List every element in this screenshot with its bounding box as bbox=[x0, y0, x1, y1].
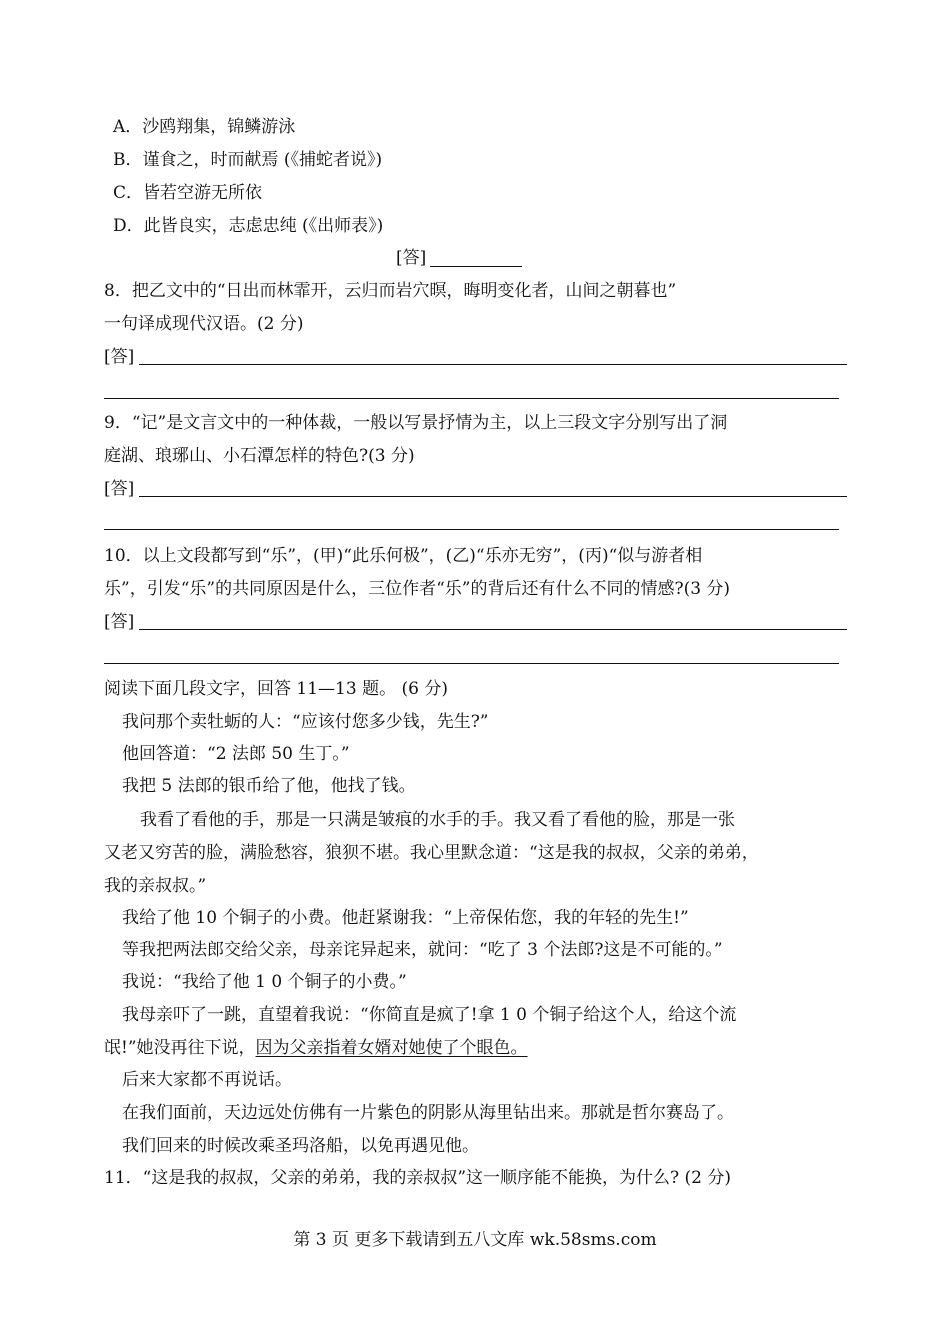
passage-paragraph: 我把 5 法郎的银币给了他，他找了钱。 bbox=[122, 776, 416, 796]
q10-answer-line-1[interactable] bbox=[139, 629, 847, 630]
passage-paragraph: 在我们面前，天边远处仿佛有一片紫色的阴影从海里钻出来。那就是哲尔赛岛了。 bbox=[122, 1103, 734, 1123]
passage-paragraph: 我们回来的时候改乘圣玛洛船，以免再遇见他。 bbox=[122, 1136, 479, 1156]
q10-line-1: 10．以上文段都写到“乐”，(甲)“此乐何极”，(乙)“乐亦无穷”，(丙)“似与游者相 bbox=[104, 546, 703, 566]
passage-paragraph: 我说：“我给了他 1 0 个铜子的小费。” bbox=[122, 972, 407, 992]
q9-answer-label: [答] bbox=[104, 479, 135, 499]
page-footer: 第 3 页 更多下载请到五八文库 wk.58sms.com bbox=[293, 1230, 657, 1250]
passage-paragraph: 又老又穷苦的脸，满脸愁容，狼狈不堪。我心里默念道：“这是我的叔叔，父亲的弟弟， bbox=[104, 843, 759, 863]
q10-answer-label: [答] bbox=[104, 612, 135, 632]
q8-answer-line-2[interactable] bbox=[104, 398, 839, 399]
q8-answer-label: [答] bbox=[104, 347, 135, 367]
option-d: D．此皆良实，志虑忠纯 (《出师表》) bbox=[113, 216, 384, 236]
option-b: B．谨食之，时而献焉 (《捕蛇者说》) bbox=[113, 150, 383, 170]
q10-line-2: 乐”，引发“乐”的共同原因是什么，三位作者“乐”的背后还有什么不同的情感?(3 分) bbox=[104, 579, 731, 599]
q10-answer-line-2[interactable] bbox=[104, 663, 839, 664]
passage-paragraph: 后来大家都不再说话。 bbox=[122, 1070, 292, 1090]
q11-line-1: 11．“这是我的叔叔，父亲的弟弟，我的亲叔叔”这一顺序能不能换，为什么? (2 分) bbox=[104, 1168, 732, 1188]
underlined-sentence: 因为父亲指着女婿对她使了个眼色。 bbox=[255, 1038, 528, 1058]
option-c: C．皆若空游无所依 bbox=[113, 183, 263, 203]
q9-answer-line-2[interactable] bbox=[104, 529, 839, 530]
passage-paragraph bbox=[104, 1037, 528, 1059]
passage-paragraph: 我给了他 10 个铜子的小费。他赶紧谢我：“上帝保佑您，我的年轻的先生!” bbox=[122, 908, 689, 928]
passage-text: 氓!”她没再往下说， bbox=[104, 1038, 256, 1058]
q8-answer-line-1[interactable] bbox=[139, 364, 847, 365]
passage-paragraph: 等我把两法郎交给父亲，母亲诧异起来，就问：“吃了 3 个法郎?这是不可能的。” bbox=[122, 940, 723, 960]
passage-intro: 阅读下面几段文字，回答 11—13 题。 (6 分) bbox=[104, 679, 448, 699]
passage-paragraph: 我问那个卖牡蛎的人：“应该付您多少钱，先生?” bbox=[122, 712, 489, 732]
q9-line-1: 9．“记”是文言文中的一种体裁，一般以写景抒情为主，以上三段文字分别写出了洞 bbox=[104, 413, 728, 433]
q8-line-1: 8．把乙文中的“日出而林霏开，云归而岩穴暝，晦明变化者，山间之朝暮也” bbox=[104, 281, 677, 301]
passage-paragraph: 我母亲吓了一跳，直望着我说：“你简直是疯了!拿 1 0 个铜子给这个人，给这个流 bbox=[122, 1005, 737, 1025]
q7-answer-blank[interactable] bbox=[430, 266, 522, 267]
passage-paragraph: 他回答道：“2 法郎 50 生丁。” bbox=[122, 744, 350, 764]
q9-line-2: 庭湖、琅琊山、小石潭怎样的特色?(3 分) bbox=[104, 446, 415, 466]
option-a: A．沙鸥翔集，锦鳞游泳 bbox=[113, 117, 296, 137]
passage-paragraph: 我看了看他的手，那是一只满是皱痕的水手的手。我又看了看他的脸，那是一张 bbox=[140, 810, 735, 830]
q9-answer-line-1[interactable] bbox=[139, 496, 847, 497]
q8-line-2: 一句译成现代汉语。(2 分) bbox=[104, 314, 304, 334]
q7-answer-label: [答] bbox=[396, 248, 427, 268]
passage-paragraph: 我的亲叔叔。” bbox=[104, 876, 207, 896]
